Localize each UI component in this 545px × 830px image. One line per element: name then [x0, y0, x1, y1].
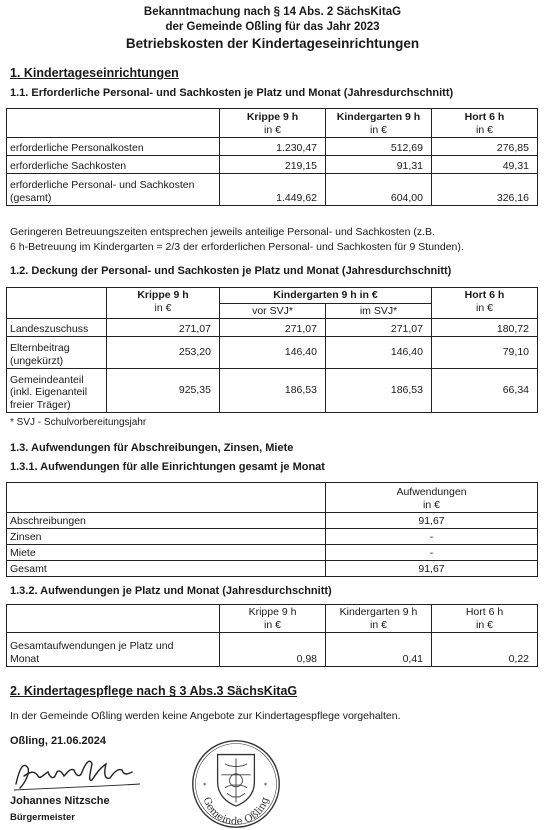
seal-text: Gemeinde Oßling [200, 795, 272, 828]
signature-image [10, 754, 160, 794]
table-row: erforderliche Personal- und Sachkosten (gesamt) 1.449,62 604,00 326,16 [7, 174, 538, 206]
header-line-2: der Gemeinde Oßling für das Jahr 2023 [165, 21, 380, 33]
column-header: Hort 6 h in € [432, 109, 538, 138]
table-corner [7, 605, 220, 633]
table-row: Landeszuschuss 271,07 271,07 271,07 180,72 [7, 319, 538, 337]
note-line-2: 6 h-Betreuung im Kindergarten = 2/3 der erforderlichen Personal- und Sachkosten für 9 Stunden). [10, 241, 464, 253]
column-header: Aufwendungen in € [326, 483, 538, 513]
signatory-name: Johannes Nitzsche [10, 795, 110, 807]
column-header: Hort 6 h in € [432, 605, 538, 633]
column-header: Krippe 9 h in € [107, 288, 220, 319]
section-1-2-heading: 1.2. Deckung der Personal- und Sachkosten je Platz und Monat (Jahresdurchschnitt) [10, 265, 452, 277]
svg-text:*: * [263, 780, 268, 790]
section-1-3-heading: 1.3. Aufwendungen für Abschreibungen, Zinsen, Miete [10, 442, 294, 454]
column-header: Kindergarten 9 h in € [326, 605, 432, 633]
table-row: Gemeindeanteil (inkl. Eigenanteil freier Träger) 925,35 186,53 186,53 66,34 [7, 369, 538, 413]
table-1-2 [6, 287, 538, 413]
table-row: Gesamt 91,67 [7, 561, 538, 577]
official-seal [190, 738, 282, 830]
table-corner [7, 288, 107, 319]
column-header: Krippe 9 h in € [220, 109, 326, 138]
signatory-role: Bürgermeister [10, 812, 75, 823]
table-row: Miete - [7, 545, 538, 561]
svg-text:*: * [202, 780, 207, 790]
place-date: Oßling, 21.06.2024 [10, 735, 106, 747]
table-1-1 [6, 108, 538, 206]
table-row: Abschreibungen 91,67 [7, 513, 538, 529]
column-header: Kindergarten 9 h in € [326, 109, 432, 138]
section-1-3-1-heading: 1.3.1. Aufwendungen für alle Einrichtungen gesamt je Monat [10, 461, 325, 473]
section-1-3-2-heading: 1.3.2. Aufwendungen je Platz und Monat (Jahresdurchschnitt) [10, 585, 332, 597]
note-line-1: Geringeren Betreuungszeiten entsprechen jeweils anteilige Personal- und Sachkosten (z.B. [10, 226, 435, 238]
table-1-3-1 [6, 482, 538, 577]
subcolumn-header: vor SVJ* [220, 303, 326, 319]
section-2-text: In der Gemeinde Oßling werden keine Angebote zur Kindertagespflege vorgehalten. [10, 710, 401, 722]
document-header [0, 5, 545, 52]
subcolumn-header: im SVJ* [326, 303, 432, 319]
column-header: Krippe 9 h in € [220, 605, 326, 633]
table-corner [7, 483, 326, 513]
header-line-3: Betriebskosten der Kindertageseinrichtungen [125, 36, 420, 51]
table-row: Zinsen - [7, 529, 538, 545]
table-1-3-2 [6, 604, 538, 667]
column-header: Hort 6 h in € [432, 288, 538, 319]
column-header: Kindergarten 9 h in € [220, 288, 432, 304]
section-2-heading: 2. Kindertagespflege nach § 3 Abs.3 SächsKitaG [10, 684, 298, 698]
footnote: * SVJ - Schulvorbereitungsjahr [10, 417, 147, 428]
table-corner [7, 109, 220, 138]
section-1-heading: 1. Kindertageseinrichtungen [10, 66, 179, 80]
table-row: Elternbeitrag (ungekürzt) 253,20 146,40 146,40 79,10 [7, 337, 538, 369]
table-row: Gesamtaufwendungen je Platz und Monat 0,98 0,41 0,22 [7, 633, 538, 667]
section-1-1-heading: 1.1. Erforderliche Personal- und Sachkosten je Platz und Monat (Jahresdurchschnitt) [10, 87, 454, 99]
header-line-1: Bekanntmachung nach § 14 Abs. 2 SächsKitaG [143, 6, 402, 18]
table-row: erforderliche Sachkosten 219,15 91,31 49,31 [7, 156, 538, 174]
table-row: erforderliche Personalkosten 1.230,47 512,69 276,85 [7, 138, 538, 156]
